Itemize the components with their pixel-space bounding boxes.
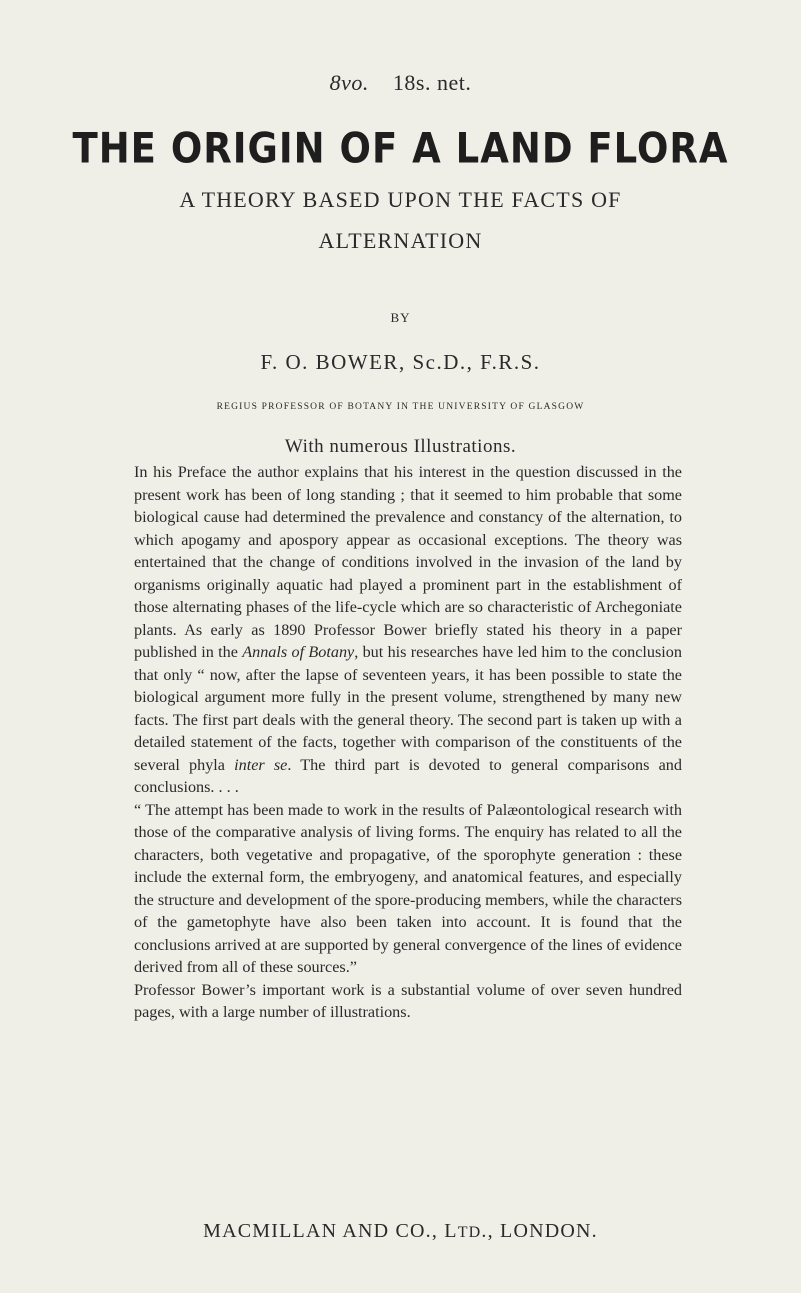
illustrations-note: With numerous Illustrations. xyxy=(284,436,517,457)
closing-paragraph: Professor Bower’s important work is a substantial volume of over seven hundred pages, with a large number of illustrations. xyxy=(134,980,682,1021)
paragraph-text: , but his researches have led him to the conclusion that only “ now, after the lapse of seventeen years, it has been possible to state the biological argument more fully in the present volume, strengthened by many new facts. The first part deals with the general theory. The second part is taken up with a detailed statement of the facts, together with comparison of the constituents of the several phyla xyxy=(134,643,682,774)
price-amount: 18s. net. xyxy=(392,70,472,95)
paragraph-text: . The third part is devoted to general comparisons and conclusions. . . . xyxy=(134,755,682,796)
publisher-city: ., LONDON. xyxy=(481,1220,598,1242)
description-paragraph xyxy=(134,461,682,799)
subtitle-line-2: ALTERNATION xyxy=(318,228,483,253)
description-body xyxy=(134,461,682,1024)
subtitle-line-1: A THEORY BASED UPON THE FACTS OF xyxy=(179,187,622,212)
latin-phrase: inter se xyxy=(234,755,288,774)
format-label: 8vo. xyxy=(329,70,369,95)
quotation-paragraph: “ The attempt has been made to work in the results of Palæontological research with those of the comparative analysis of living forms. The enquiry has related to all the characters, both vegetative and propagative, of the sporophyte generation : these include the external form, the embryogeny, and anatomical features, and especially the structure and development of the spore-producing members, while the characters of the gametophyte have also been taken into account. It is found that the conclusions arrived at are supported by general convergence of the lines of evidence derived from all of these sources.” xyxy=(134,800,682,976)
paragraph-text: In his Preface the author explains that his interest in the question discussed in the present work has been of long standing ; that it seemed to him probable that some biological cause had determined the prevalence and constancy of the alternation, to which apogamy and apospory appear as occasional exceptions. The theory was entertained that the change of conditions involved in the invasion of the land by organisms originally aquatic had played a prominent part in the establishment of those alternating phases of the life-cycle which are so characteristic of Archegoniate plants. As early as 1890 Professor Bower briefly stated his theory in a paper published in the xyxy=(134,463,682,661)
author-affiliation: REGIUS PROFESSOR OF BOTANY IN THE UNIVERSITY OF GLASGOW xyxy=(216,402,585,412)
publisher-line xyxy=(0,1220,801,1243)
publisher-abbrev: TD xyxy=(457,1224,482,1241)
publisher-name: MACMILLAN AND CO., L xyxy=(203,1220,458,1242)
book-title: THE ORIGIN OF A LAND FLORA xyxy=(72,124,729,173)
journal-title: Annals of Botany xyxy=(242,643,355,661)
price-line xyxy=(0,70,801,96)
by-label: BY xyxy=(390,310,411,325)
author-name: F. O. BOWER, Sc.D., F.R.S. xyxy=(260,350,541,374)
